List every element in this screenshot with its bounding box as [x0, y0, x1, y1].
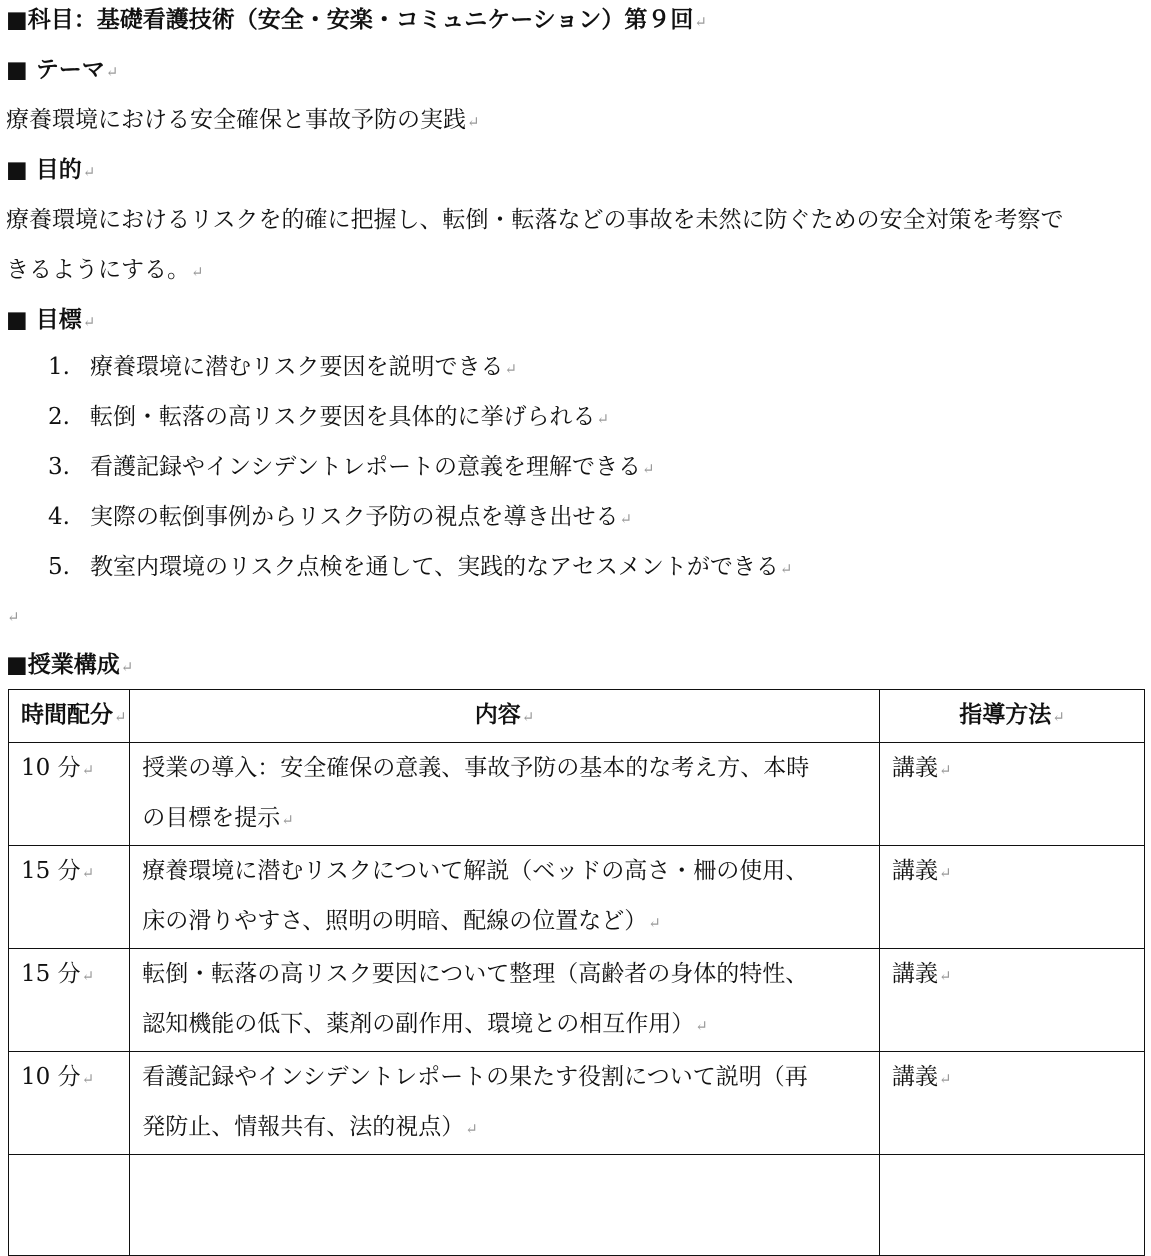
list-item: 1. 療養環境に潜むリスク要因を説明できる↵: [48, 354, 518, 380]
purpose-text-line2: きるようにする。↵: [6, 257, 204, 283]
cell-content: 転倒・転落の高リスク要因について整理（高齢者の身体的特性、 認知機能の低下、薬剤の副作用、環境との相互作用）↵: [130, 949, 880, 1052]
cell-method: 講義↵: [879, 743, 1144, 846]
cell-content: 療養環境に潜むリスクについて解説（ベッドの高さ・柵の使用、 床の滑りやすさ、照明の明暗、配線の位置など）↵: [130, 846, 880, 949]
cell-content: [130, 1155, 880, 1256]
cell-method: 講義↵: [879, 949, 1144, 1052]
purpose-heading: ■ 目的↵: [6, 156, 96, 183]
cell-time: [9, 1155, 130, 1256]
cell-method: [879, 1155, 1144, 1256]
theme-heading: ■ テーマ↵: [6, 56, 119, 83]
cell-content: 看護記録やインシデントレポートの果たす役割について説明（再 発防止、情報共有、法的視点）↵: [130, 1052, 880, 1155]
structure-heading: ■授業構成↵: [6, 651, 134, 678]
column-header-method: 指導方法↵: [879, 690, 1144, 743]
objectives-heading: ■ 目標↵: [6, 306, 96, 333]
table-row: [9, 846, 1145, 949]
column-header-time: 時間配分↵: [9, 690, 130, 743]
table-header-row: [9, 690, 1145, 743]
cell-time: 10 分↵: [9, 743, 130, 846]
table-row: [9, 1052, 1145, 1155]
theme-text: 療養環境における安全確保と事故予防の実践↵: [6, 107, 480, 133]
purpose-text-line1: 療養環境におけるリスクを的確に把握し、転倒・転落などの事故を未然に防ぐための安全対策を考察で: [6, 207, 1064, 233]
list-item: 3. 看護記録やインシデントレポートの意義を理解できる↵: [48, 454, 655, 480]
table-row: [9, 1155, 1145, 1256]
empty-paragraph: ↵: [7, 608, 20, 626]
course-title: ■科目：基礎看護技術（安全・安楽・コミュニケーション）第９回↵: [6, 6, 707, 33]
list-item: 4. 実際の転倒事例からリスク予防の視点を導き出せる↵: [48, 504, 633, 530]
list-item: 2. 転倒・転落の高リスク要因を具体的に挙げられる↵: [48, 404, 610, 430]
lesson-structure-table: [8, 689, 1145, 1256]
list-item: 5. 教室内環境のリスク点検を通して、実践的なアセスメントができる↵: [48, 554, 793, 580]
table-row: [9, 743, 1145, 846]
cell-method: 講義↵: [879, 1052, 1144, 1155]
cell-content: 授業の導入：安全確保の意義、事故予防の基本的な考え方、本時 の目標を提示↵: [130, 743, 880, 846]
cell-time: 15 分↵: [9, 846, 130, 949]
cell-method: 講義↵: [879, 846, 1144, 949]
table-row: [9, 949, 1145, 1052]
cell-time: 10 分↵: [9, 1052, 130, 1155]
cell-time: 15 分↵: [9, 949, 130, 1052]
column-header-content: 内容↵: [130, 690, 880, 743]
